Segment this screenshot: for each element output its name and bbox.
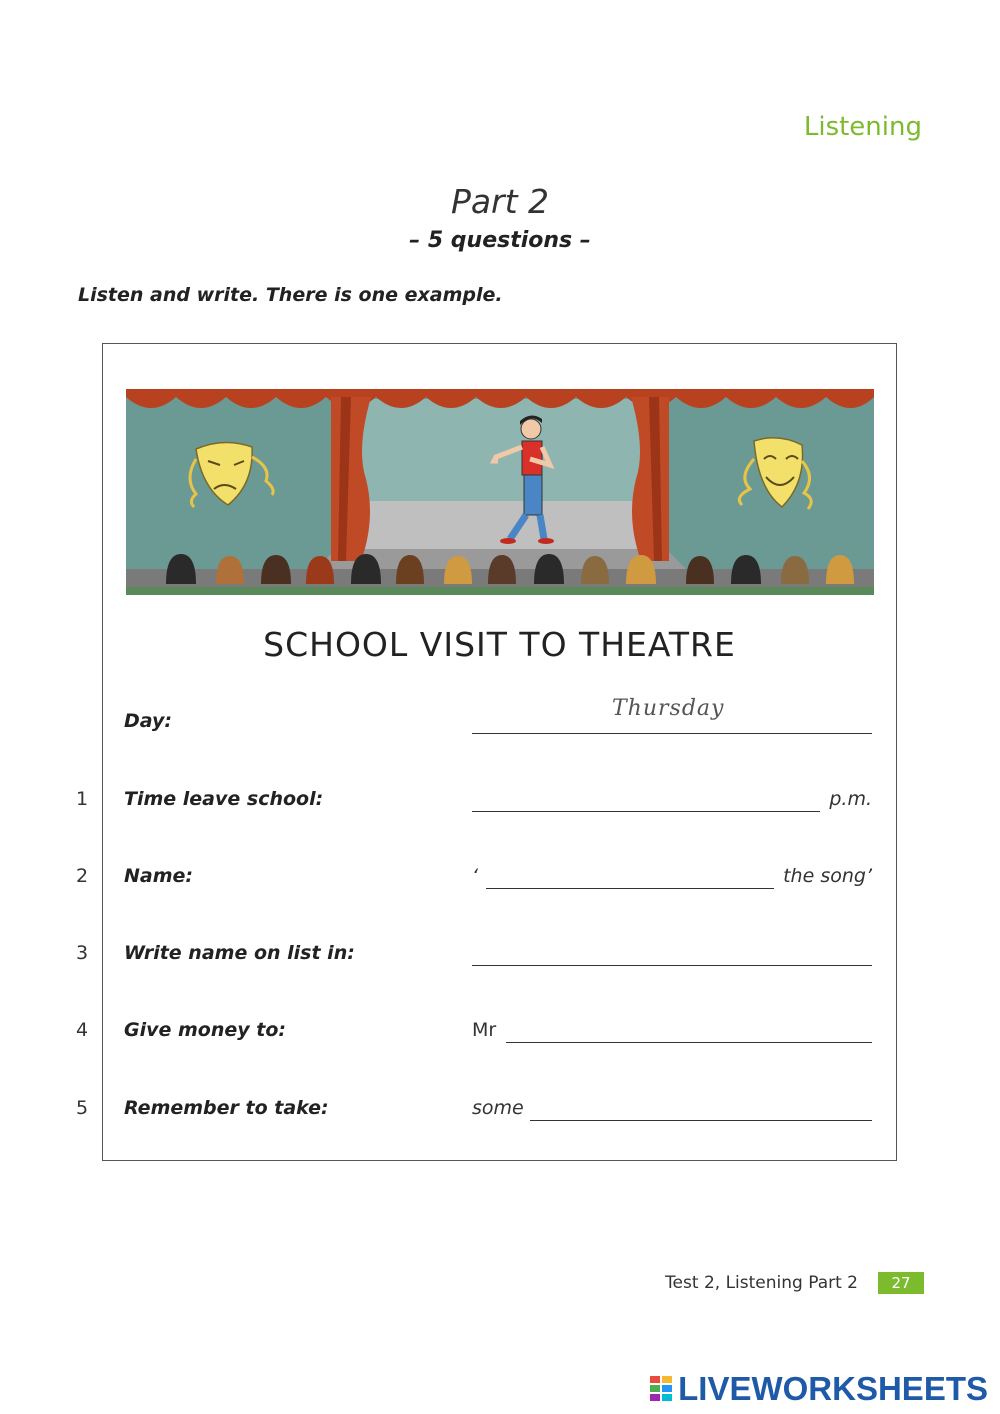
form-row-list [0,934,1000,974]
row-label: Write name on list in: [124,942,355,964]
answer-prefix: Mr [472,1019,497,1041]
page-number: 27 [878,1272,924,1294]
footer-text: Test 2, Listening Part 2 [665,1273,858,1293]
example-answer: Thursday [612,696,725,721]
form-title: SCHOOL VISIT TO THEATRE [263,625,736,664]
answer-area [472,696,872,740]
liveworksheets-logo-icon [650,1376,672,1402]
theatre-illustration [126,389,874,595]
answer-line[interactable] [486,888,774,889]
row-label: Give money to: [124,1019,286,1041]
answer-area [472,1097,872,1127]
section-label: Listening [803,112,922,142]
part-title: Part 2 [450,182,550,221]
brand-name: LIVEWORKSHEETS [678,1370,988,1407]
answer-area [472,942,872,972]
brand [650,1369,988,1409]
row-label: Time leave school: [124,788,324,810]
answer-area [472,1019,872,1049]
answer-area [472,865,872,895]
row-label: Name: [124,865,194,887]
form-row-name [0,857,1000,897]
question-number: 4 [76,1019,89,1041]
question-number: 1 [76,788,89,810]
part-subtitle: – 5 questions – [409,228,591,253]
answer-suffix: p.m. [829,788,872,810]
row-label: Day: [124,710,172,732]
answer-line[interactable] [472,965,872,966]
question-number: 5 [76,1097,89,1119]
answer-area [472,788,872,818]
form-row-money [0,1011,1000,1051]
answer-line[interactable] [472,733,872,734]
question-number: 2 [76,865,89,887]
answer-prefix: ‘ [472,865,479,887]
answer-line[interactable] [472,811,820,812]
row-label: Remember to take: [124,1097,329,1119]
form-row-time [0,780,1000,820]
form-row-take [0,1089,1000,1129]
answer-prefix: some [472,1097,524,1119]
form-row-day [0,696,1000,742]
audience-heads [166,554,854,584]
answer-suffix: the song’ [783,865,872,887]
instructions: Listen and write. There is one example. [78,284,503,306]
question-number: 3 [76,942,89,964]
answer-line[interactable] [530,1120,872,1121]
answer-line[interactable] [506,1042,872,1043]
